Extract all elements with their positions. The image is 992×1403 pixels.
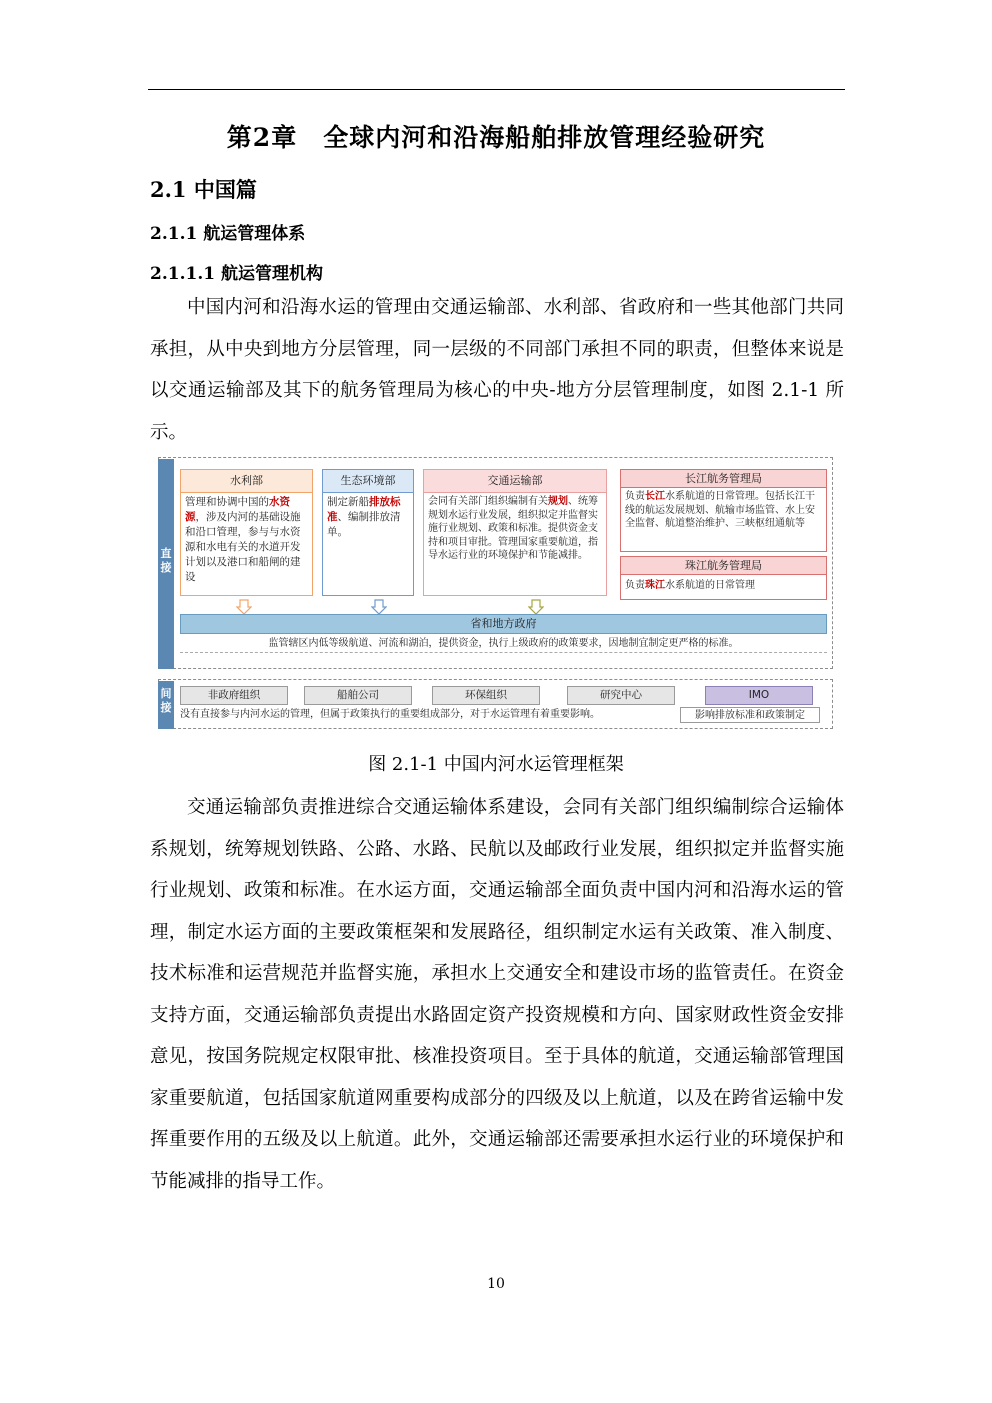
eco-text-a: 制定新船 — [327, 496, 369, 508]
pearl-text-red: 珠江 — [645, 580, 665, 591]
eco-ministry-desc — [323, 493, 413, 542]
indirect-desc: 没有直接参与内河水运的管理，但属于政策执行的重要组成部分，对于水运管理有着重要影响。 — [180, 709, 600, 720]
transport-text-red: 规划 — [548, 496, 568, 507]
eco-ministry-title: 生态环境部 — [323, 470, 413, 493]
water-ministry-title: 水利部 — [181, 470, 312, 493]
transport-ministry-desc — [424, 493, 606, 565]
water-text-a: 管理和协调中国的 — [185, 496, 269, 508]
pearl-bureau-box — [620, 556, 827, 600]
paragraph-2-text: 交通运输部负责推进综合交通运输体系建设，会同有关部门组织编制综合运输体系规划，统筹规划铁路、公路、水路、民航以及邮政行业发展，组织拟定并监督实施行业规划、政策和标准。在水运方面，交通运输部全面负责中国内河和沿海水运的管理，制定水运方面的主要政策框架和发展路径，组织制定水运有关政策、准入制度、技术标准和运营规范并监督实施，承担水上交通安全和建设市场的监管责任。在资金支持方面，交通运输部负责提出水路固定资产投资规模和方向、国家财政性资金安排意见，按国务院规定权限审批、核准投资项目。至于具体的航道，交通运输部管理国家重要航道，包括国家航道网重要构成部分的四级及以上航道，以及在跨省运输中发挥重要作用的五级及以上航道。此外，交通运输部还需要承担水运行业的环境保护和节能减排的指导工作。 — [150, 797, 844, 1192]
figure-caption: 图 2.1-1 中国内河水运管理框架 — [368, 754, 624, 775]
pearl-text-a: 负责 — [625, 580, 645, 591]
org-environmental: 环保组织 — [432, 686, 540, 705]
pearl-bureau-title: 珠江航务管理局 — [621, 557, 826, 575]
pearl-text-b: 水系航道的日常管理 — [665, 580, 755, 591]
yangtze-bureau-title: 长江航务管理局 — [621, 470, 826, 488]
subsection-title: 2.1.1 航运管理体系 — [150, 224, 306, 244]
imo-desc: 影响排放标准和政策制定 — [680, 707, 820, 723]
arrow-down-icon — [528, 599, 544, 615]
yangtze-text-b: 水系航道的日常管理。包括长江干线的航运发展规划、航输市场监管、水上安全监督、航道整治维护、三峡枢纽通航等 — [625, 491, 815, 529]
arrow-down-icon — [371, 599, 387, 615]
body-paragraph — [150, 787, 844, 1202]
org-ngo: 非政府组织 — [180, 686, 288, 705]
yangtze-text-a: 负责 — [625, 491, 645, 502]
provincial-govt-desc: 监管辖区内低等级航道、河流和湖泊，提供资金，执行上级政府的政策要求，因地制宜制定更严格的标准。 — [180, 635, 827, 653]
transport-ministry-box — [423, 469, 607, 596]
yangtze-bureau-box — [620, 469, 827, 552]
direct-label: 直接 — [160, 547, 172, 574]
eco-text-red: 排放标准 — [327, 496, 401, 523]
section-title: 2.1 中国篇 — [150, 177, 257, 202]
transport-ministry-title: 交通运输部 — [424, 470, 606, 493]
paragraph-1-text: 中国内河和沿海水运的管理由交通运输部、水利部、省政府和一些其他部门共同承担，从中央到地方分层管理，同一层级的不同部门承担不同的职责，但整体来说是以交通运输部及其下的航务管理局为核心的中央-地方分层管理制度，如图 2.1-1 所示。 — [150, 297, 844, 443]
chapter-title: 第2章 全球内河和沿海船舶排放管理经验研究 — [226, 123, 766, 152]
eco-text-b: 、编制排放清单。 — [327, 511, 401, 538]
transport-text-a: 会同有关部门组织编制有关 — [428, 496, 548, 507]
water-text-red: 水资源 — [185, 496, 290, 523]
provincial-govt-title: 省和地方政府 — [180, 614, 827, 634]
water-ministry-box — [180, 469, 313, 596]
indirect-sidebar — [158, 681, 174, 729]
pearl-bureau-desc — [621, 575, 826, 597]
yangtze-text-red: 长江 — [645, 491, 665, 502]
direct-sidebar — [158, 459, 174, 669]
arrow-down-icon — [236, 599, 252, 615]
subsubsection-title: 2.1.1.1 航运管理机构 — [150, 264, 323, 284]
intro-paragraph — [150, 287, 844, 453]
header-rule — [148, 89, 845, 90]
page-number: 10 — [487, 1276, 505, 1292]
transport-text-b: 、统筹规划水运行业发展，组织拟定并监督实施行业规划、政策和标准。提供资金支持和项目审批。管理国家重要航道，指导水运行业的环境保护和节能减排。 — [428, 496, 598, 561]
management-framework-figure — [158, 457, 833, 731]
water-text-b: ，涉及内河的基础设施和沿口管理，参与与水资源和水电有关的水道开发计划以及港口和船闸的建设 — [185, 511, 301, 583]
indirect-label: 间接 — [160, 687, 172, 714]
water-ministry-desc — [181, 493, 312, 587]
org-shipping-company: 船舶公司 — [304, 686, 412, 705]
eco-ministry-box — [322, 469, 414, 596]
org-imo: IMO — [705, 686, 813, 705]
org-research-center: 研究中心 — [567, 686, 675, 705]
yangtze-bureau-desc — [621, 488, 826, 533]
